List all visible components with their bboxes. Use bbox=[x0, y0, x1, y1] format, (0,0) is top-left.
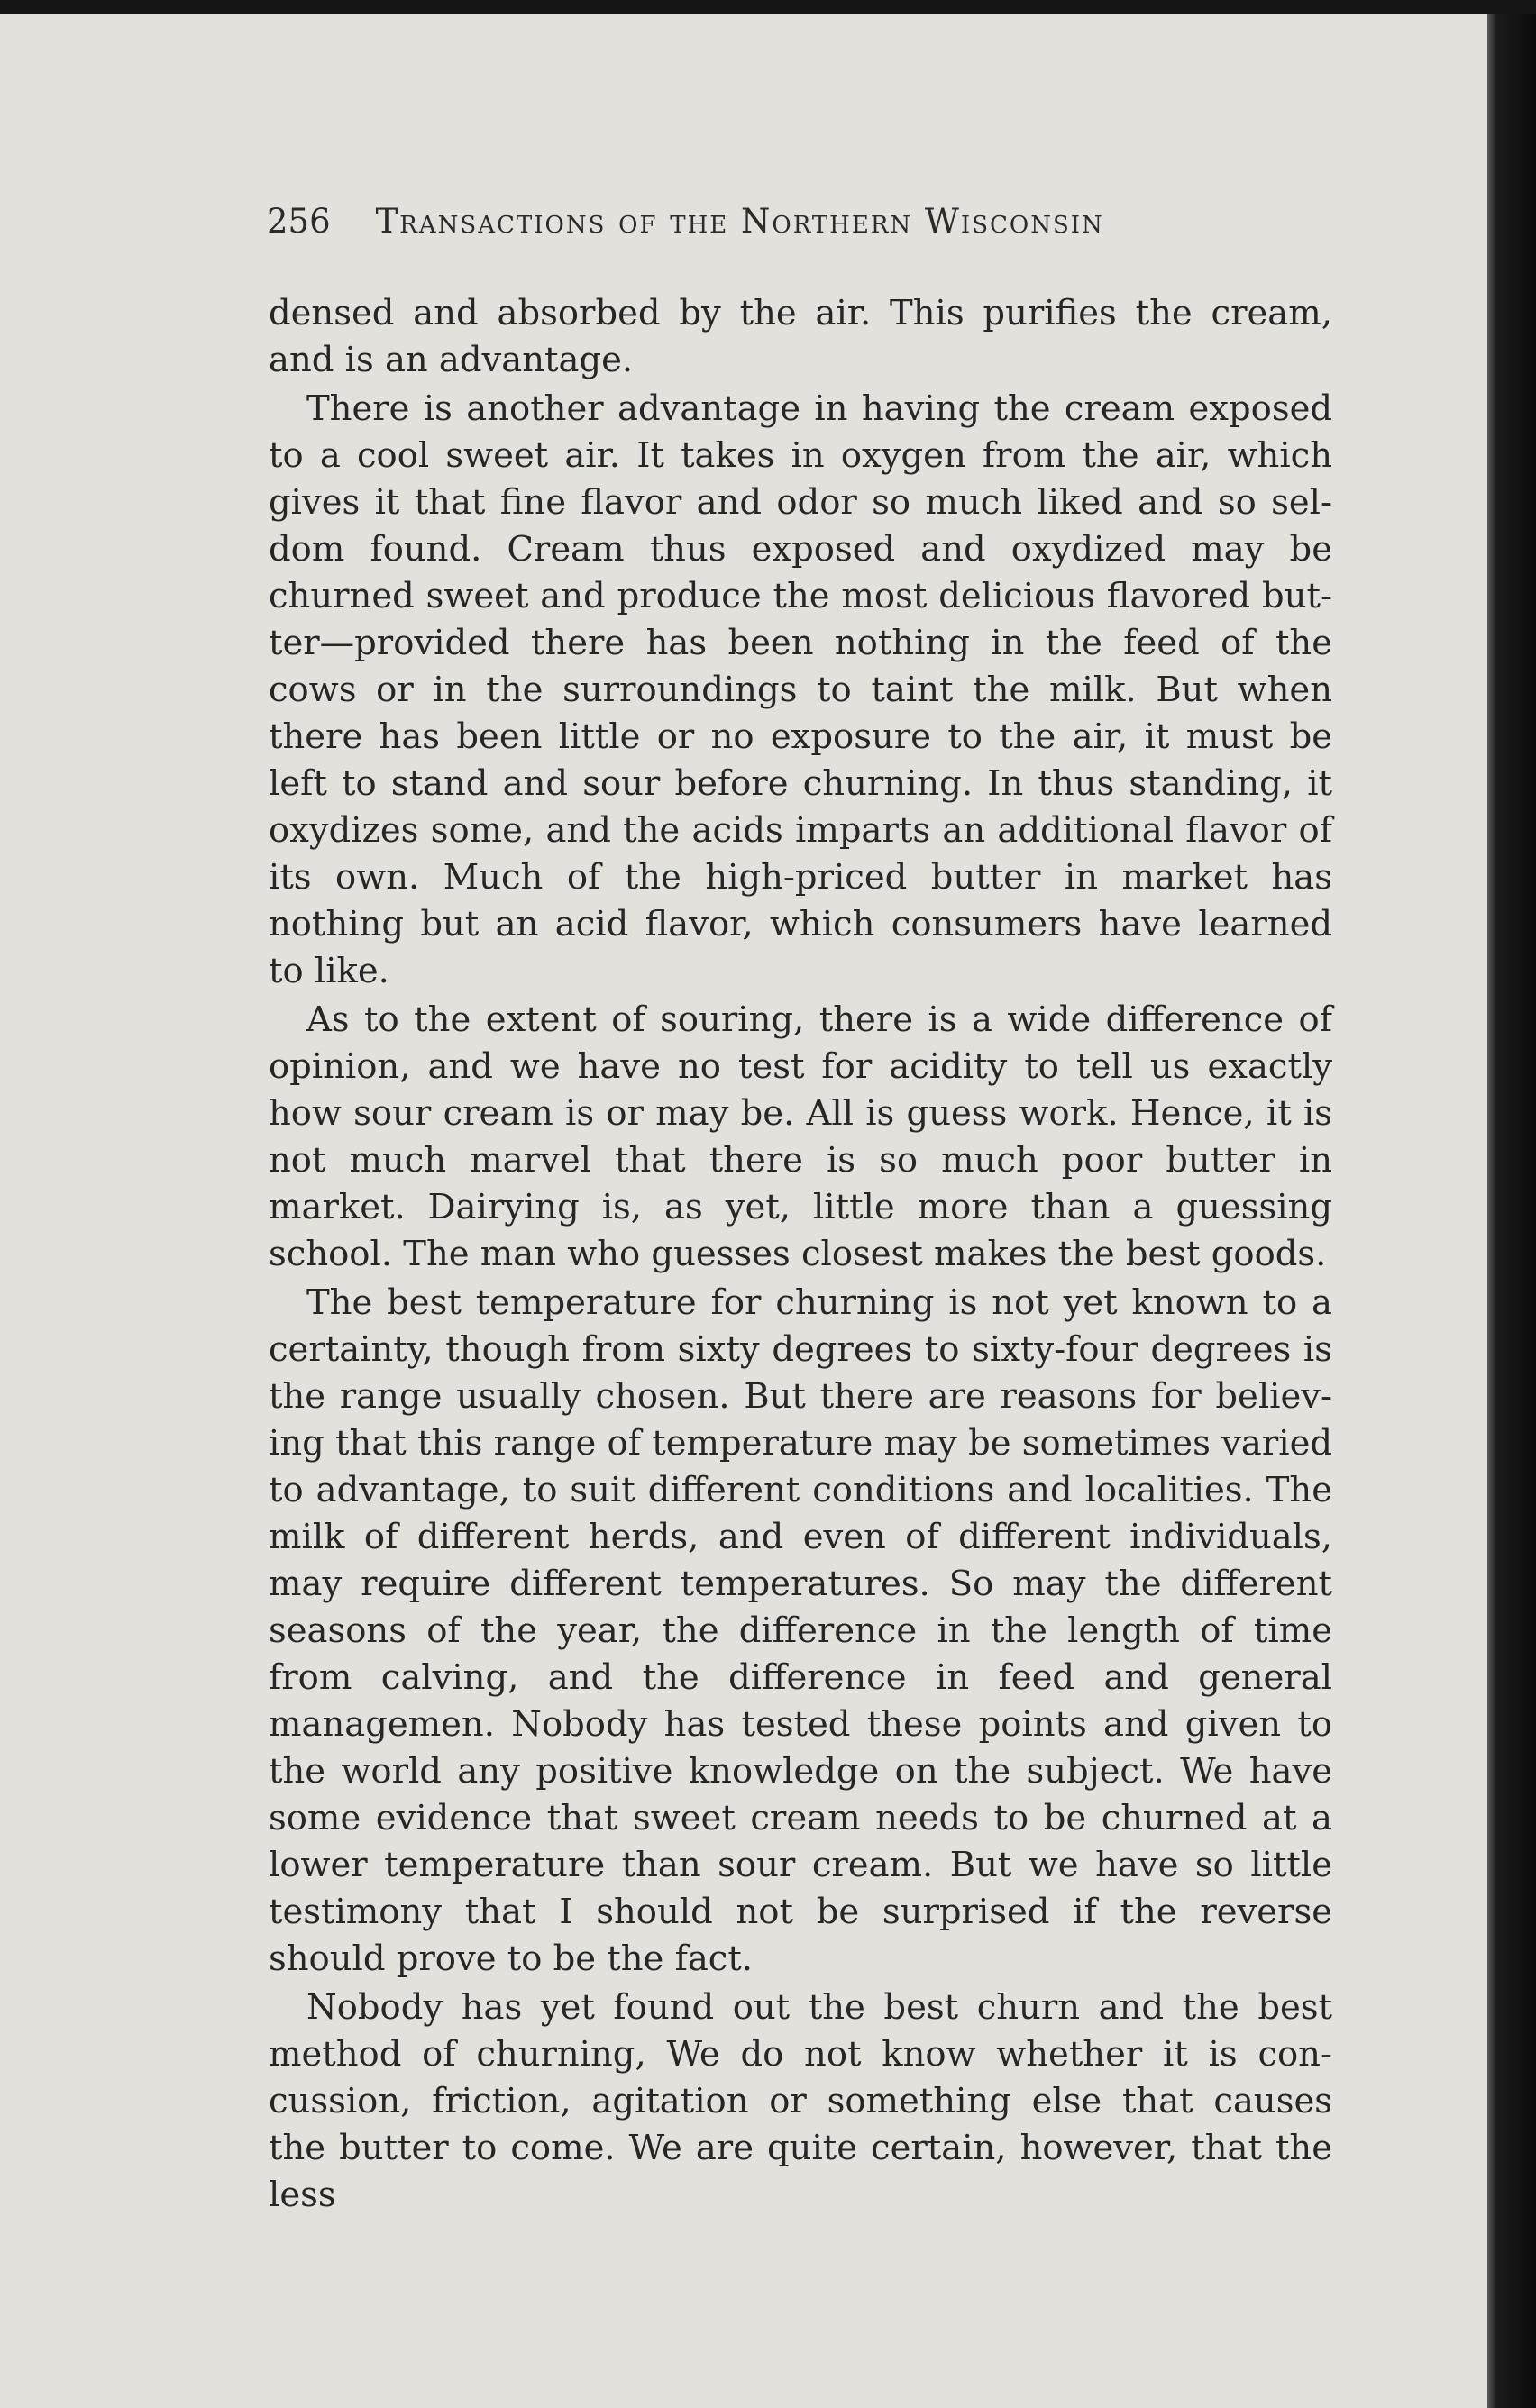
scan-border-top bbox=[0, 0, 1536, 14]
paragraph: The best temperature for churning is not yet known to a certainty, though from sixty degrees to sixty-four degrees is the range usually chosen. But there are reasons for believing that this range of temperature may be sometimes varied to advantage, to suit different conditions and localities. The milk of different herds, and even of different individuals, may require different temperatures. So may the different seasons of the year, the difference in the length of time from calving, and the difference in feed and general managemen. Nobody has tested these points and given to the world any positive knowledge on the subject. We have some evidence that sweet cream needs to be churned at a lower temperature than sour cream. But we have so little testimony that I should not be surprised if the reverse should prove to be the fact. bbox=[269, 1282, 1332, 1979]
page-number: 256 bbox=[267, 202, 331, 241]
running-head bbox=[267, 202, 1267, 256]
body-text bbox=[269, 290, 1332, 2219]
paragraph-continued: densed and absorbed by the air. This purifies the cream, and is an advantage. bbox=[269, 293, 1332, 380]
paragraph: There is another advantage in having the cream exposed to a cool sweet air. It takes in oxygen from the air, which gives it that fine flavor and odor so much liked and so seldom found. Cream thus exposed and oxydized may be churned sweet and produce the most delicious flavored butter—provided there has been nothing in the feed of the cows or in the surroundings to taint the milk. But when there has been little or no exposure to the air, it must be left to stand and sour before churning. In thus standing, it oxydizes some, and the acids imparts an additional flavor of its own. Much of the high-priced butter in market has nothing but an acid flavor, which consumers have learned to like. bbox=[269, 388, 1332, 991]
paragraph: As to the extent of souring, there is a wide difference of opinion, and we have no test for acidity to tell us exactly how sour cream is or may be. All is guess work. Hence, it is not much marvel that there is so much poor butter in market. Dairying is, as yet, little more than a guessing school. The man who guesses closest makes the best goods. bbox=[269, 999, 1332, 1274]
page-edge-shadow bbox=[1487, 14, 1536, 2408]
paragraph: Nobody has yet found out the best churn and the best method of churning, We do not know whether it is concussion, friction, agitation or something else that causes the butter to come. We are quite certain, however, that the less bbox=[269, 1987, 1332, 2215]
running-title: Transactions of the Northern Wisconsin bbox=[375, 202, 1104, 241]
book-page bbox=[0, 14, 1487, 2408]
